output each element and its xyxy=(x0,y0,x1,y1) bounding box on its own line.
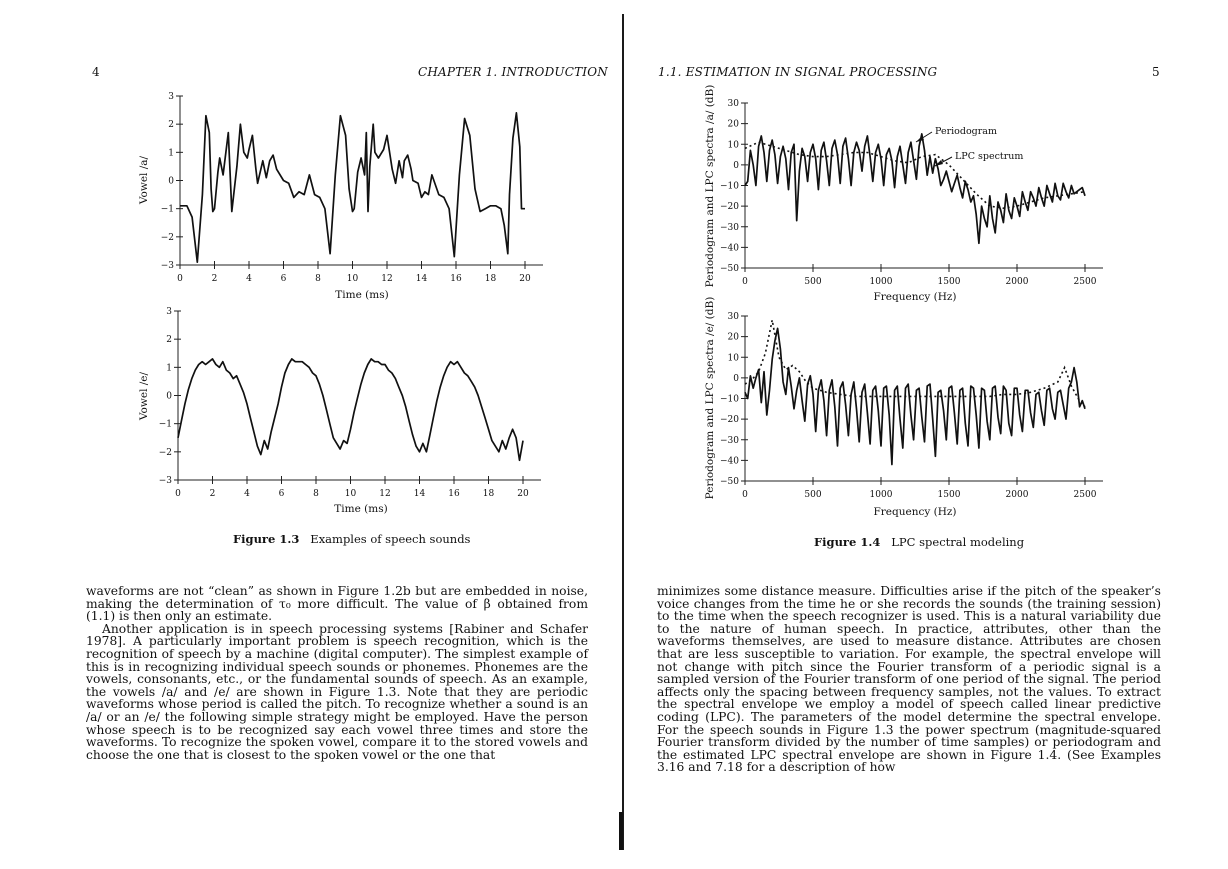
page-number: 4 xyxy=(92,65,100,79)
y-tick-label: −40 xyxy=(720,243,739,254)
x-tick-label: 12 xyxy=(379,489,391,499)
x-tick-label: 8 xyxy=(315,274,321,284)
x-tick-label: 0 xyxy=(742,277,748,287)
y-tick-label: −20 xyxy=(720,202,739,213)
x-tick-label: 16 xyxy=(448,489,460,499)
y-tick-label: −30 xyxy=(720,435,739,446)
y-tick-label: 0 xyxy=(733,160,739,171)
y-tick-label: 0 xyxy=(168,176,174,187)
paragraph: Another application is in speech processing systems [Rabiner and Schafer 1978]. A particularly important problem is speech recognition, which is the recognition of speech by a machine (digital computer). The simplest example of this is in recognizing individual speech sounds or phonemes. Phonemes are the vowels, consonants, etc., or the fundamental sounds of speech. As an example, the vowels /a/ and /e/ are shown in Figure 1.3. Note that they are periodic waveforms whose period is called the pitch. To recognize whether a sound is an /a/ or an /e/ the following simple strategy might be employed. Have the person whose speech is to be recognized say each vowel three times and store the waveforms. To recognize the spoken vowel, compare it to the stored vowels and choose the one that is closest to the spoken vowel or the one that xyxy=(86,621,588,762)
y-tick-label: 1 xyxy=(166,363,172,374)
page-number: 5 xyxy=(1152,65,1160,79)
y-tick-label: −30 xyxy=(720,222,739,233)
y-tick-label: −3 xyxy=(160,261,174,271)
y-tick-label: −50 xyxy=(720,477,739,487)
x-tick-label: 1000 xyxy=(869,277,893,287)
y-tick-label: −10 xyxy=(720,394,739,405)
y-tick-label: 3 xyxy=(168,92,174,102)
x-tick-label: 1500 xyxy=(937,490,961,500)
x-tick-label: 0 xyxy=(177,274,183,284)
x-tick-label: 500 xyxy=(804,490,822,500)
x-tick-label: 1500 xyxy=(937,277,961,287)
paragraph: minimizes some distance measure. Difficulties arise if the pitch of the speaker’s voice changes from the time he or she records the sounds (the training session) to the time when the speech recognizer is used. This is a natural variability due to the nature of human speech. In practice, attributes, other than the waveforms themselves, are used to measure distance. Attributes are chosen that are less susceptible to variation. For example, the spectral envelope will not change with pitch since the Fourier transform of a periodic signal is a sampled version of the Fourier transform of one period of the signal. The period affects only the spacing between frequency samples, not the values. To extract the spectral envelope we employ a model of speech called linear predictive coding (LPC). The parameters of the model determine the spectral envelope. For the speech sounds in Figure 1.3 the power spectrum (magnitude-squared Fourier transform divided by the number of time samples) or periodogram and the estimated LPC spectral envelope are shown in Figure 1.4. (See Examples 3.16 and 7.18 for a description of how xyxy=(657,584,1161,775)
y-tick-label: 20 xyxy=(727,119,739,130)
x-tick-label: 20 xyxy=(519,274,531,284)
x-tick-label: 0 xyxy=(175,489,181,499)
x-tick-label: 10 xyxy=(346,274,359,284)
figure-label: Figure 1.4 xyxy=(814,535,881,549)
y-tick-label: 2 xyxy=(168,120,174,131)
y-tick-label: 10 xyxy=(727,140,739,151)
x-tick-label: 500 xyxy=(804,277,822,287)
x-axis-label: Time (ms) xyxy=(335,289,389,301)
figure-caption-text: LPC spectral modeling xyxy=(891,535,1025,549)
x-tick-label: 18 xyxy=(484,274,497,284)
y-tick-label: 30 xyxy=(727,99,739,109)
x-tick-label: 2 xyxy=(209,489,216,499)
y-axis-label: Periodogram and LPC spectra /a/ (dB) xyxy=(704,84,716,288)
waveform-series xyxy=(180,113,525,262)
y-tick-label: −1 xyxy=(160,204,174,215)
x-tick-label: 4 xyxy=(246,274,252,284)
running-head: CHAPTER 1. INTRODUCTION xyxy=(418,65,608,79)
y-tick-label: −20 xyxy=(720,415,739,426)
lpc-annotation: LPC spectrum xyxy=(955,151,1024,162)
body-text xyxy=(657,585,1161,774)
x-tick-label: 2000 xyxy=(1005,277,1029,287)
book-spine xyxy=(622,14,624,850)
x-tick-label: 14 xyxy=(415,274,428,284)
x-tick-label: 10 xyxy=(344,489,357,499)
y-tick-label: 1 xyxy=(168,148,174,159)
y-tick-label: 20 xyxy=(727,332,739,343)
paragraph: waveforms are not “clean” as shown in Figure 1.2b but are embedded in noise, making the determination of τ₀ more difficult. The value of β obtained from (1.1) is then only an estimate. xyxy=(86,584,588,624)
periodogram-annotation: Periodogram xyxy=(935,126,997,137)
figure-caption xyxy=(233,532,470,546)
x-tick-label: 14 xyxy=(413,489,426,499)
x-tick-label: 2500 xyxy=(1073,490,1097,500)
x-tick-label: 20 xyxy=(517,489,529,499)
y-axis-label: Periodogram and LPC spectra /e/ (dB) xyxy=(704,296,716,500)
x-axis-label: Frequency (Hz) xyxy=(873,291,957,303)
x-tick-label: 6 xyxy=(280,274,287,284)
x-axis-label: Time (ms) xyxy=(334,503,388,515)
x-tick-label: 16 xyxy=(450,274,462,284)
x-axis-label: Frequency (Hz) xyxy=(873,506,957,518)
x-tick-label: 8 xyxy=(313,489,319,499)
x-tick-label: 2 xyxy=(211,274,218,284)
x-tick-label: 6 xyxy=(278,489,285,499)
x-tick-label: 2000 xyxy=(1005,490,1029,500)
y-tick-label: −40 xyxy=(720,456,739,467)
y-axis-label: Vowel /e/ xyxy=(138,371,150,421)
y-tick-label: −10 xyxy=(720,181,739,192)
x-tick-label: 18 xyxy=(482,489,495,499)
x-tick-label: 12 xyxy=(381,274,393,284)
book-spine-shadow xyxy=(619,812,623,850)
y-axis-label: Vowel /a/ xyxy=(138,155,150,205)
x-tick-label: 0 xyxy=(742,490,748,500)
y-tick-label: −2 xyxy=(160,232,174,243)
x-tick-label: 4 xyxy=(244,489,250,499)
y-tick-label: 10 xyxy=(727,353,739,364)
figure-caption xyxy=(814,535,1024,549)
y-tick-label: 0 xyxy=(166,391,172,402)
y-tick-label: −1 xyxy=(158,419,172,430)
y-tick-label: 3 xyxy=(166,307,172,317)
x-tick-label: 2500 xyxy=(1073,277,1097,287)
running-head: 1.1. ESTIMATION IN SIGNAL PROCESSING xyxy=(658,65,938,79)
y-tick-label: −2 xyxy=(158,447,172,458)
y-tick-label: 0 xyxy=(733,373,739,384)
waveform-series xyxy=(178,359,523,460)
body-text xyxy=(86,585,588,761)
y-tick-label: −50 xyxy=(720,264,739,274)
y-tick-label: −3 xyxy=(158,476,172,486)
x-tick-label: 1000 xyxy=(869,490,893,500)
y-tick-label: 2 xyxy=(166,335,172,346)
right-page xyxy=(628,0,1228,869)
figure-label: Figure 1.3 xyxy=(233,532,300,546)
y-tick-label: 30 xyxy=(727,312,739,322)
figure-caption-text: Examples of speech sounds xyxy=(310,532,471,546)
